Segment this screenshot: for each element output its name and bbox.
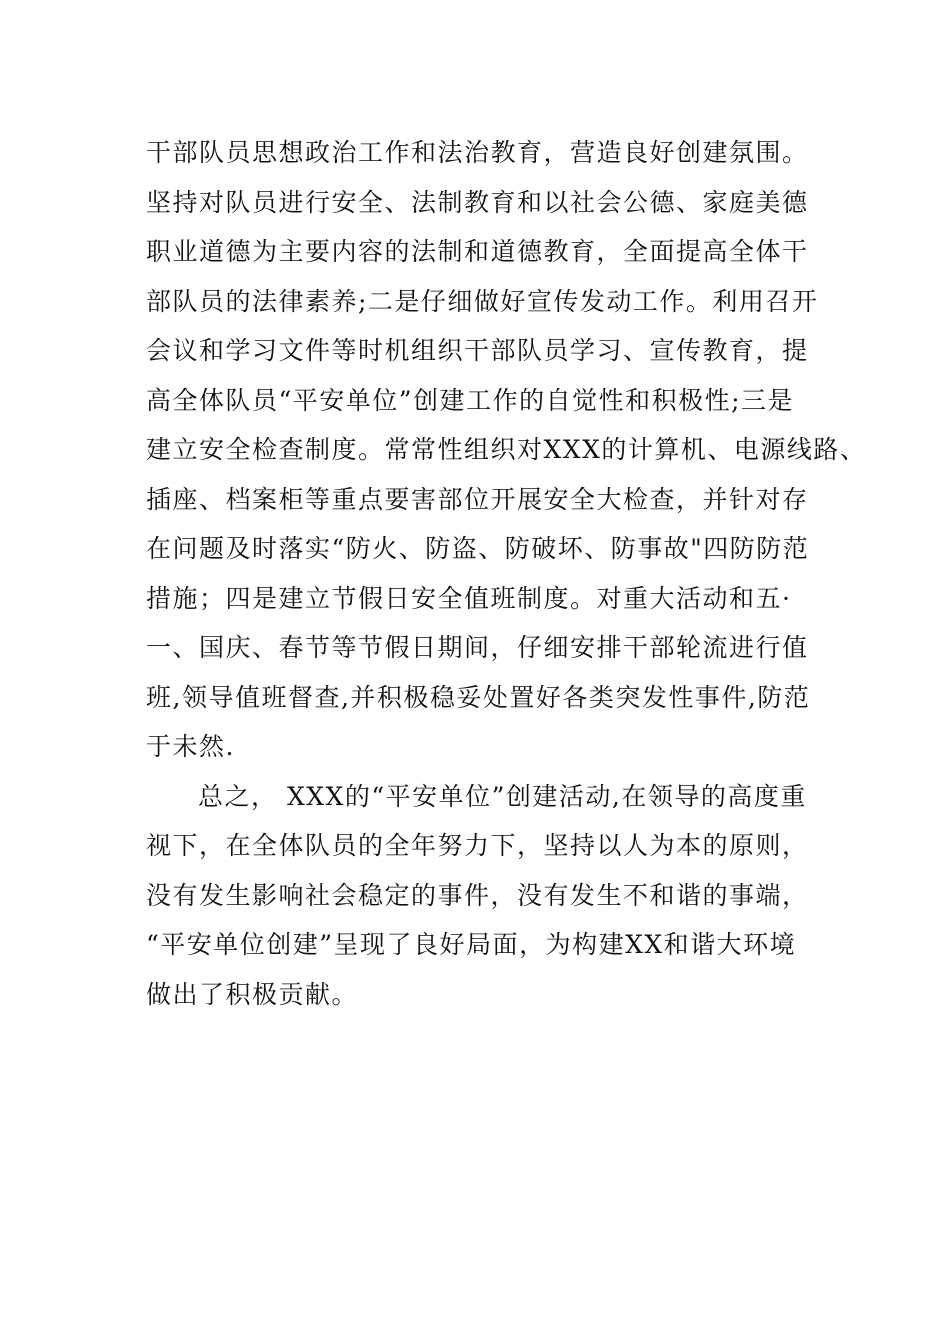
text-line: 会议和学习文件等时机组织干部队员学习、宣传教育，提 bbox=[146, 336, 809, 365]
text-line: “平安单位创建”呈现了良好局面，为构建XX和谐大环境 bbox=[146, 930, 797, 959]
text-line: 建立安全检查制度。常常性组织对XXX的计算机、电源线路、 bbox=[146, 435, 867, 464]
text-line: 视下，在全体队员的全年努力下，坚持以人为本的原则， bbox=[146, 831, 809, 860]
document-body bbox=[146, 128, 867, 1019]
text-line: 措施；四是建立节假日安全值班制度。对重大活动和五· bbox=[146, 583, 792, 613]
text-line: 没有发生影响社会稳定的事件，没有发生不和谐的事端， bbox=[146, 880, 809, 910]
text-line: 一、国庆、春节等节假日期间，仔细安排干部轮流进行值 bbox=[146, 633, 809, 662]
text-line: 班,领导值班督查,并积极稳妥处置好各类突发性事件,防范 bbox=[146, 682, 811, 712]
text-line: 部队员的法律素养;二是仔细做好宣传发动工作。利用召开 bbox=[146, 286, 819, 316]
text-line: 总之， XXX的“平安单位”创建活动,在领导的高度重 bbox=[198, 781, 807, 811]
text-line: 坚持对队员进行安全、法制教育和以社会公德、家庭美德 bbox=[146, 187, 809, 217]
paragraph-1 bbox=[146, 128, 867, 772]
text-line: 做出了积极贡献。 bbox=[146, 979, 359, 1009]
text-line: 职业道德为主要内容的法制和道德教育，全面提高全体干 bbox=[146, 237, 809, 266]
text-line: 插座、档案柜等重点要害部位开展安全大检查，并针对存 bbox=[146, 484, 809, 514]
text-line: 高全体队员“平安单位”创建工作的自觉性和积极性;三是 bbox=[146, 385, 794, 415]
text-line: 于未然. bbox=[146, 732, 235, 761]
text-line: 在问题及时落实“防火、防盗、防破坏、防事故"四防防范 bbox=[146, 534, 810, 563]
text-line: 干部队员思想政治工作和法治教育，营造良好创建氛围。 bbox=[146, 138, 809, 167]
paragraph-2 bbox=[146, 772, 836, 1020]
